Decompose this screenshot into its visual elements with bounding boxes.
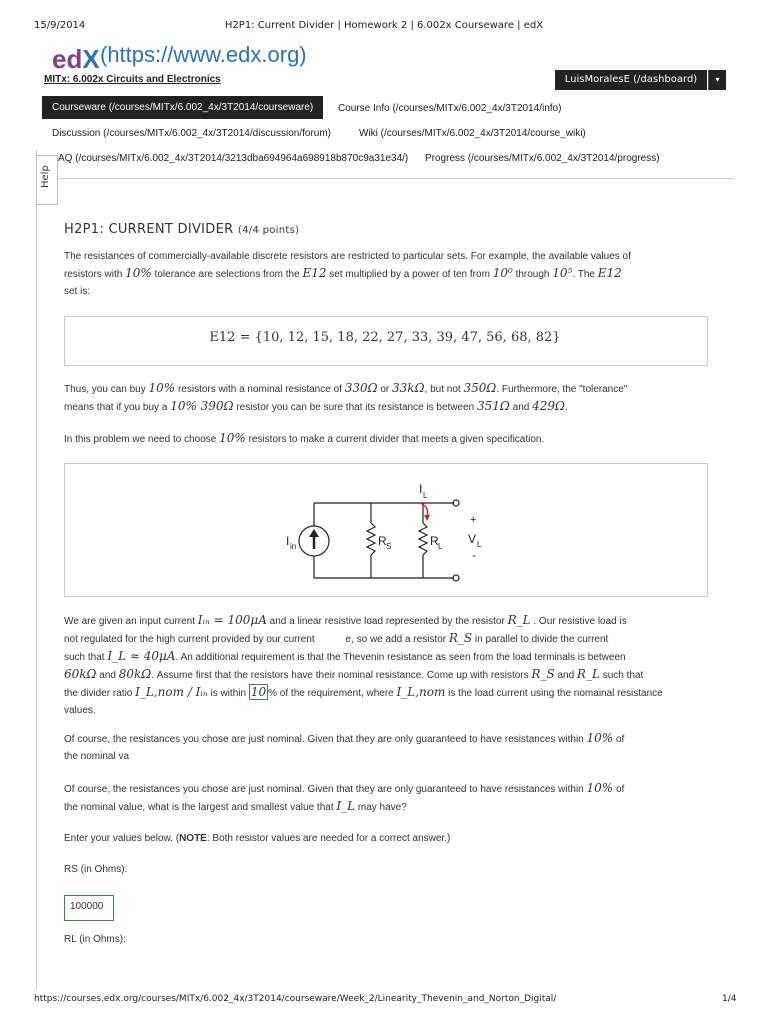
rl-sub: L [438, 542, 443, 551]
plus-label: + [470, 514, 477, 526]
print-date: 15/9/2014 [34, 20, 86, 31]
il-sub: L [423, 491, 428, 500]
user-dashboard-link[interactable]: LuisMoralesE (/dashboard) [555, 70, 707, 90]
tab-discussion[interactable]: Discussion (/courses/MITx/6.002_4x/3T2014/discussion/forum) [52, 128, 332, 139]
tab-courseware[interactable]: Courseware (/courses/MITx/6.002_4x/3T2014/courseware) [42, 96, 323, 119]
vl-label: V [468, 532, 477, 546]
tab-progress[interactable]: Progress (/courses/MITx/6.002_4x/3T2014/progress) [425, 153, 660, 164]
minus-label: - [472, 550, 476, 562]
iin-sub: in [290, 542, 297, 551]
e12-equation: E12 = {10, 12, 15, 18, 22, 27, 33, 39, 47, 56, 68, 82} [209, 330, 561, 345]
ratio-tolerance-highlight: 10 [250, 685, 267, 699]
print-title: H2P1: Current Divider | Homework 2 | 6.002x Courseware | edX [224, 20, 544, 31]
problem-title: H2P1: CURRENT DIVIDER (4/4 points) [64, 222, 300, 237]
specification-paragraph: We are given an input current Iᵢₙ = 100μA and a linear resistive load represented by the resistor R_L . Our resistive load is not regulated for the high current provided by our current e, so we add a resistor R_S in parallel to divide the current such that I_L ≈ 40μA. An additional requirement is that the Thevenin resistance as seen from the load terminals is between 60kΩ and 80kΩ. Assume first that the resistors have their nominal resistance. Come up with resistors R_S and R_L such that the divider ratio I_L,nom / Iᵢₙ is within 10 % of the requirement, where I_L,nom is the load current using the nomainal resistance values. [64, 613, 663, 716]
edx-logo[interactable]: edX [52, 44, 100, 74]
tolerance-question: Of course, the resistances you chose are just nominal. Given that they are only guaranteed to have resistances within 10% of the nominal value, what is the largest and smallest value that I_L may have? [64, 781, 625, 813]
content-top-border [36, 178, 734, 179]
rs-sub: S [386, 542, 392, 551]
content-left-border [36, 150, 37, 990]
instructions: Enter your values below. (NOTE: Both resistor values are needed for a correct answer.) [64, 833, 451, 844]
user-menu-caret-icon[interactable]: ▾ [708, 70, 726, 90]
intro-paragraph: The resistances of commercially-available discrete resistors are restricted to particular sets. For example, the available values of resistors with 10% tolerance are selections from the E12 set multiplied by a power of ten from 10⁰ through 10⁵. The E12 set is: [64, 251, 631, 297]
il-label: I [419, 482, 423, 496]
print-url: https://courses.edx.org/courses/MITx/6.002_4x/3T2014/courseware/Week_2/Linearity_Thevenin_and_Norton_Digital/ [34, 994, 557, 1004]
vl-sub: L [477, 540, 482, 549]
problem-points: (4/4 points) [237, 225, 300, 236]
rl-input-label: RL (in Ohms): [64, 934, 126, 945]
tab-faq[interactable]: AQ (/courses/MITx/6.002_4x/3T2014/3213dba694964a698918b870c9a31e34/) [58, 153, 409, 164]
rs-label: R [378, 534, 387, 548]
current-divider-circuit [64, 463, 706, 595]
tolerance-paragraph: Thus, you can buy 10% resistors with a nominal resistance of 330Ω or 33kΩ, but not 350Ω. Furthermore, the "tolerance" means that if you buy a 10% 390Ω resistor you can be sure that its resistance is between 351Ω and 429Ω. [64, 381, 628, 413]
print-page-number: 1/4 [722, 994, 737, 1004]
tab-course-info[interactable]: Course Info (/courses/MITx/6.002_4x/3T2014/info) [338, 103, 562, 114]
tab-wiki[interactable]: Wiki (/courses/MITx/6.002_4x/3T2014/course_wiki) [359, 128, 586, 139]
edx-url-link[interactable]: (https://www.edx.org) [100, 42, 307, 67]
iin-label: I [286, 534, 290, 548]
course-title: MITx: 6.002x Circuits and Electronics [44, 74, 221, 85]
rl-label: R [430, 534, 439, 548]
help-tab[interactable]: Help [36, 155, 58, 205]
task-paragraph: In this problem we need to choose 10% resistors to make a current divider that meets a given specification. [64, 431, 545, 445]
rs-input-value[interactable]: 100000 [70, 901, 104, 912]
tolerance-question-truncated: Of course, the resistances you chose are just nominal. Given that they are only guaranteed to have resistances within 10% of the nominal va [64, 731, 625, 762]
rs-input-label: RS (in Ohms): [64, 864, 128, 875]
